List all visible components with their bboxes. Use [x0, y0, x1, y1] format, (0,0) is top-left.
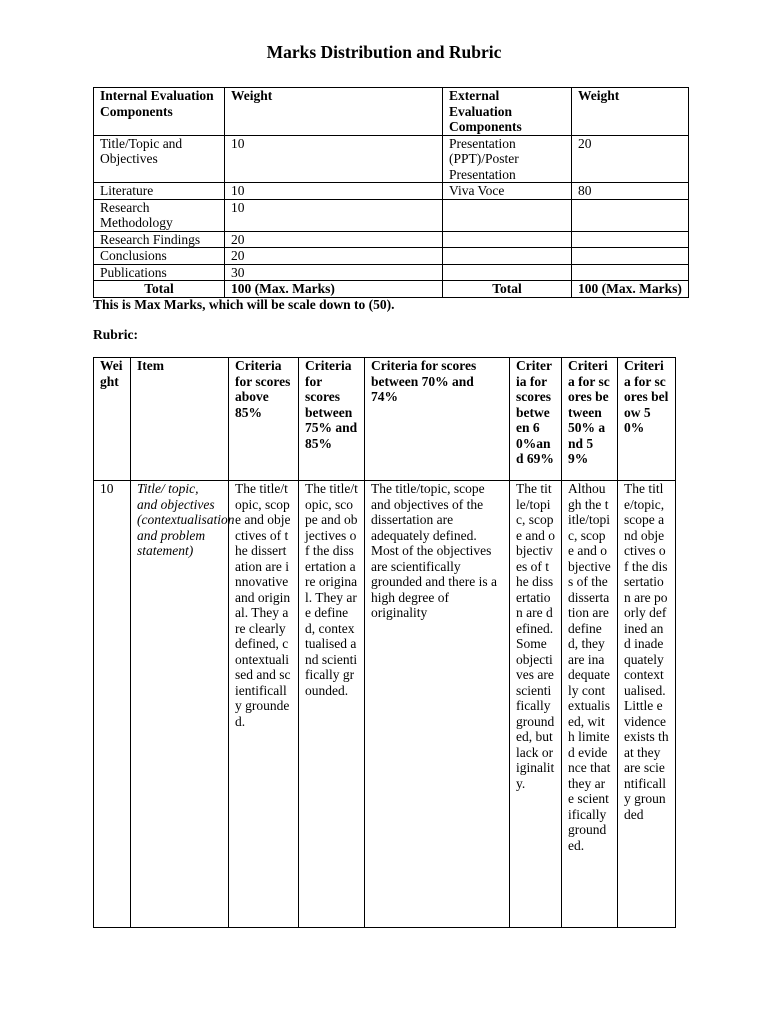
header-cell: External Evaluation Components — [443, 88, 572, 136]
rubric-table — [93, 357, 676, 928]
table-cell: Literature — [94, 183, 225, 200]
header-cell: Criteria for scores between 60%and 69% — [510, 358, 562, 481]
marks-distribution-table — [93, 87, 689, 298]
table-cell: 20 — [225, 248, 443, 265]
header-cell: Criteria for scores between 70% and 74% — [365, 358, 510, 481]
weight-cell: 10 — [94, 481, 131, 928]
criteria-cell: The title/topic, scope and objectives of the dissertation are innovative and original. They are clearly defined, contextualised and scientifically grounded. — [229, 481, 299, 928]
header-cell: Criteria for scores above 85% — [229, 358, 299, 481]
table-cell — [443, 231, 572, 248]
table-cell: Presentation (PPT)/Poster Presentation — [443, 135, 572, 183]
criteria-cell: The title/topic, scope and objectives of the dissertation are poorly defined and inadequately contextualised. Little evidence exists that they are scientifically grounded — [618, 481, 676, 928]
page-title: Marks Distribution and Rubric — [266, 42, 502, 62]
table-cell: Research Findings — [94, 231, 225, 248]
header-cell: Weight — [94, 358, 131, 481]
scale-note: This is Max Marks, which will be scale down to (50). — [93, 297, 395, 312]
rubric-header-row — [94, 358, 676, 481]
table-cell — [443, 248, 572, 265]
table-cell — [572, 199, 689, 231]
rubric-heading: Rubric: — [93, 327, 138, 342]
table-cell — [572, 264, 689, 281]
criteria-cell: The title/topic, scope and objectives of the dissertation are adequately defined. Most of the objectives are scientifically grounded and there is a high degree of originality — [365, 481, 510, 928]
criteria-cell: The title/topic, scope and objectives of the dissertation are defined. Some objectives are scientifically grounded, but lack originality. — [510, 481, 562, 928]
table-cell — [572, 248, 689, 265]
total-label: Total — [94, 281, 225, 298]
table-cell: 10 — [225, 135, 443, 183]
table-cell: 80 — [572, 183, 689, 200]
table-cell — [572, 231, 689, 248]
table-cell — [443, 264, 572, 281]
table-cell: 10 — [225, 183, 443, 200]
table-cell: Research Methodology — [94, 199, 225, 231]
table-row — [94, 231, 689, 248]
table-cell: 10 — [225, 199, 443, 231]
table-row — [94, 481, 676, 928]
criteria-cell: Although the title/topic, scope and objectives of the dissertation are defined, they are inadequately contextualised, with limited evidence that they are scientifically grounded. — [562, 481, 618, 928]
total-label: Total — [443, 281, 572, 298]
total-value: 100 (Max. Marks) — [572, 281, 689, 298]
total-row — [94, 281, 689, 298]
header-cell: Criteria for scores between 50% and 59% — [562, 358, 618, 481]
header-cell: Criteria for scores below 50% — [618, 358, 676, 481]
header-cell: Criteria for scores between 75% and 85% — [299, 358, 365, 481]
item-cell: Title/ topic, and objectives (contextualisation and problem statement) — [131, 481, 229, 928]
table-row — [94, 183, 689, 200]
criteria-cell: The title/topic, scope and objectives of the dissertation are original. They are defined, contextualised and scientifically grounded. — [299, 481, 365, 928]
table-row — [94, 264, 689, 281]
table-cell: Publications — [94, 264, 225, 281]
table-cell: Conclusions — [94, 248, 225, 265]
total-value: 100 (Max. Marks) — [225, 281, 443, 298]
header-cell: Item — [131, 358, 229, 481]
table-cell: Viva Voce — [443, 183, 572, 200]
table-cell: 30 — [225, 264, 443, 281]
table-header-row — [94, 88, 689, 136]
header-cell: Weight — [572, 88, 689, 136]
header-cell: Weight — [225, 88, 443, 136]
table-cell: 20 — [225, 231, 443, 248]
table-row — [94, 199, 689, 231]
table-row — [94, 135, 689, 183]
header-cell: Internal Evaluation Components — [94, 88, 225, 136]
table-row — [94, 248, 689, 265]
table-cell: Title/Topic and Objectives — [94, 135, 225, 183]
table-cell — [443, 199, 572, 231]
table-cell: 20 — [572, 135, 689, 183]
